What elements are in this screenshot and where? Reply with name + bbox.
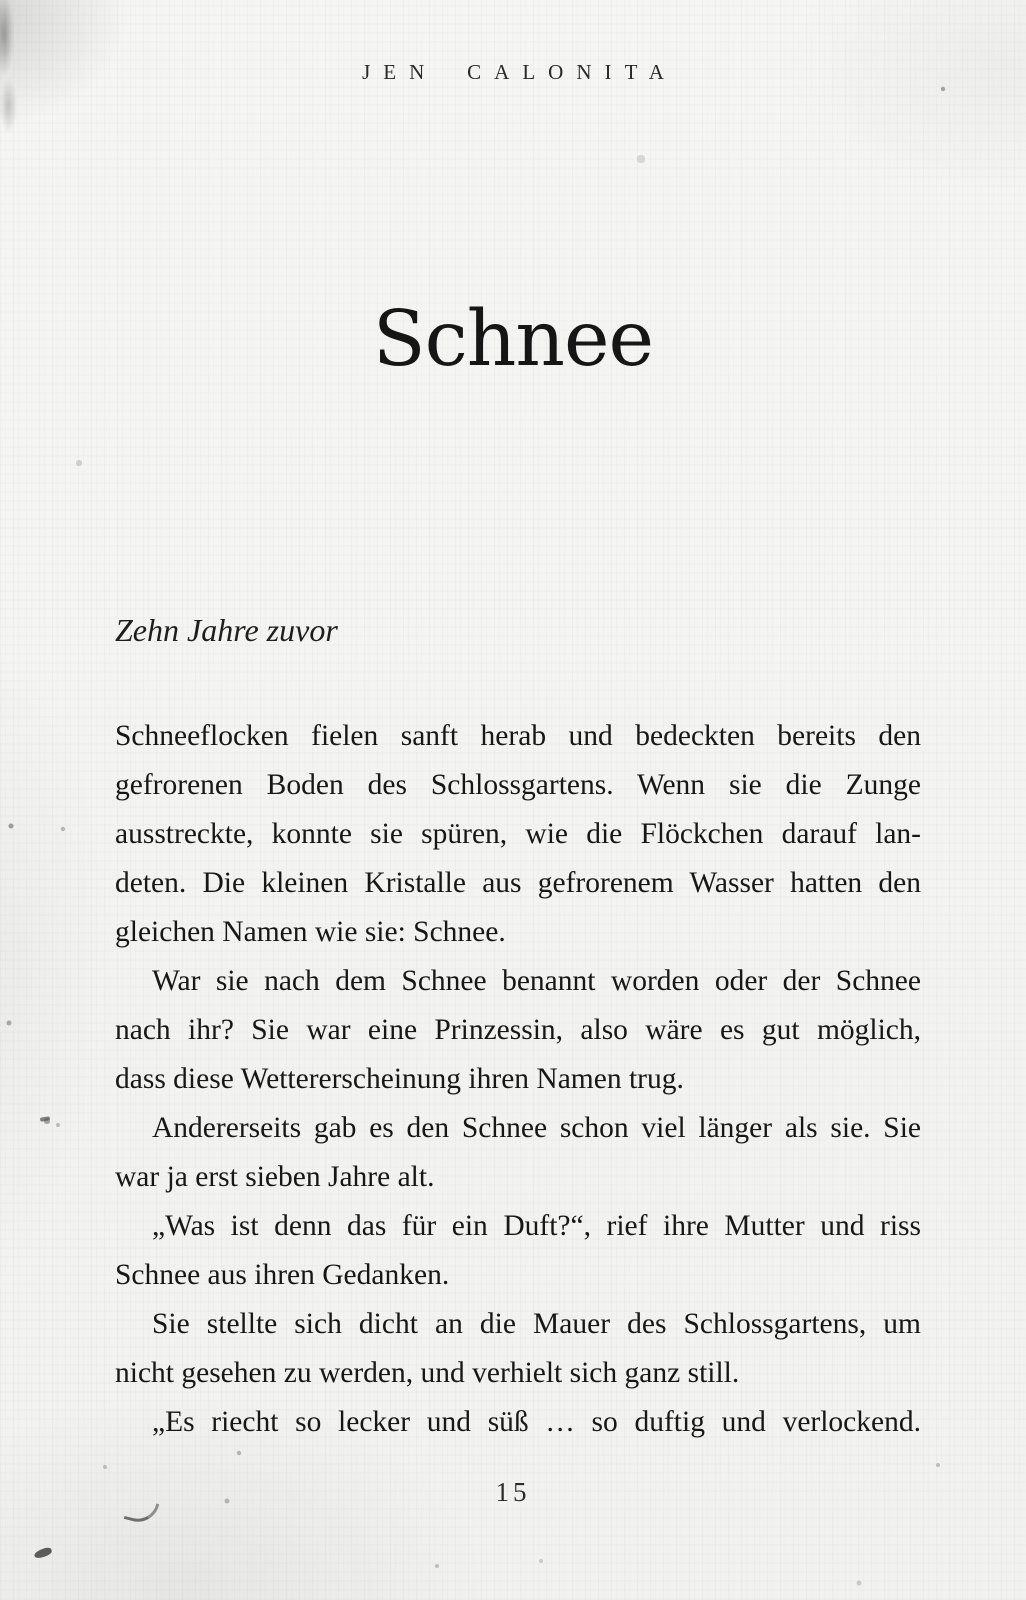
chapter-title: Schnee <box>372 295 654 384</box>
paper-mark <box>33 1546 53 1559</box>
body-line: deten. Die kleinen Kristalle aus gefrorenem Wasser hatten den <box>115 867 921 899</box>
body-line: war ja erst sieben Jahre alt. <box>115 1161 435 1193</box>
body-line: ausstreckte, konnte sie spüren, wie die Flöckchen darauf lan- <box>115 818 921 850</box>
body-line: „Was ist denn das für ein Duft?“, rief ihre Mutter und riss <box>152 1210 921 1242</box>
body-line: Sie stellte sich dicht an die Mauer des Schlossgartens, um <box>152 1308 921 1340</box>
body-line: Schneeflocken fielen sanft herab und bedeckten bereits den <box>115 720 921 752</box>
body-text <box>115 712 921 1447</box>
body-line: dass diese Wettererscheinung ihren Namen trug. <box>115 1063 684 1095</box>
paper-speckles <box>0 0 2 2</box>
page-number: 15 <box>495 1477 531 1507</box>
body-line: Andererseits gab es den Schnee schon viel länger als sie. Sie <box>152 1112 921 1144</box>
body-line: „Es riecht so lecker und süß … so duftig und verlockend. <box>152 1406 921 1438</box>
body-line: Schnee aus ihren Gedanken. <box>115 1259 450 1291</box>
body-line: War sie nach dem Schnee benannt worden oder der Schnee <box>152 965 921 997</box>
paper-mark <box>40 1116 51 1122</box>
section-lead: Zehn Jahre zuvor <box>115 612 338 648</box>
running-header: JEN CALONITA <box>362 60 677 84</box>
body-line: nicht gesehen zu werden, und verhielt sich ganz still. <box>115 1357 740 1389</box>
body-line: gleichen Namen wie sie: Schnee. <box>115 916 506 948</box>
body-line: gefrorenen Boden des Schlossgartens. Wenn sie die Zunge <box>115 769 921 801</box>
body-line: nach ihr? Sie war eine Prinzessin, also wäre es gut möglich, <box>115 1014 921 1046</box>
